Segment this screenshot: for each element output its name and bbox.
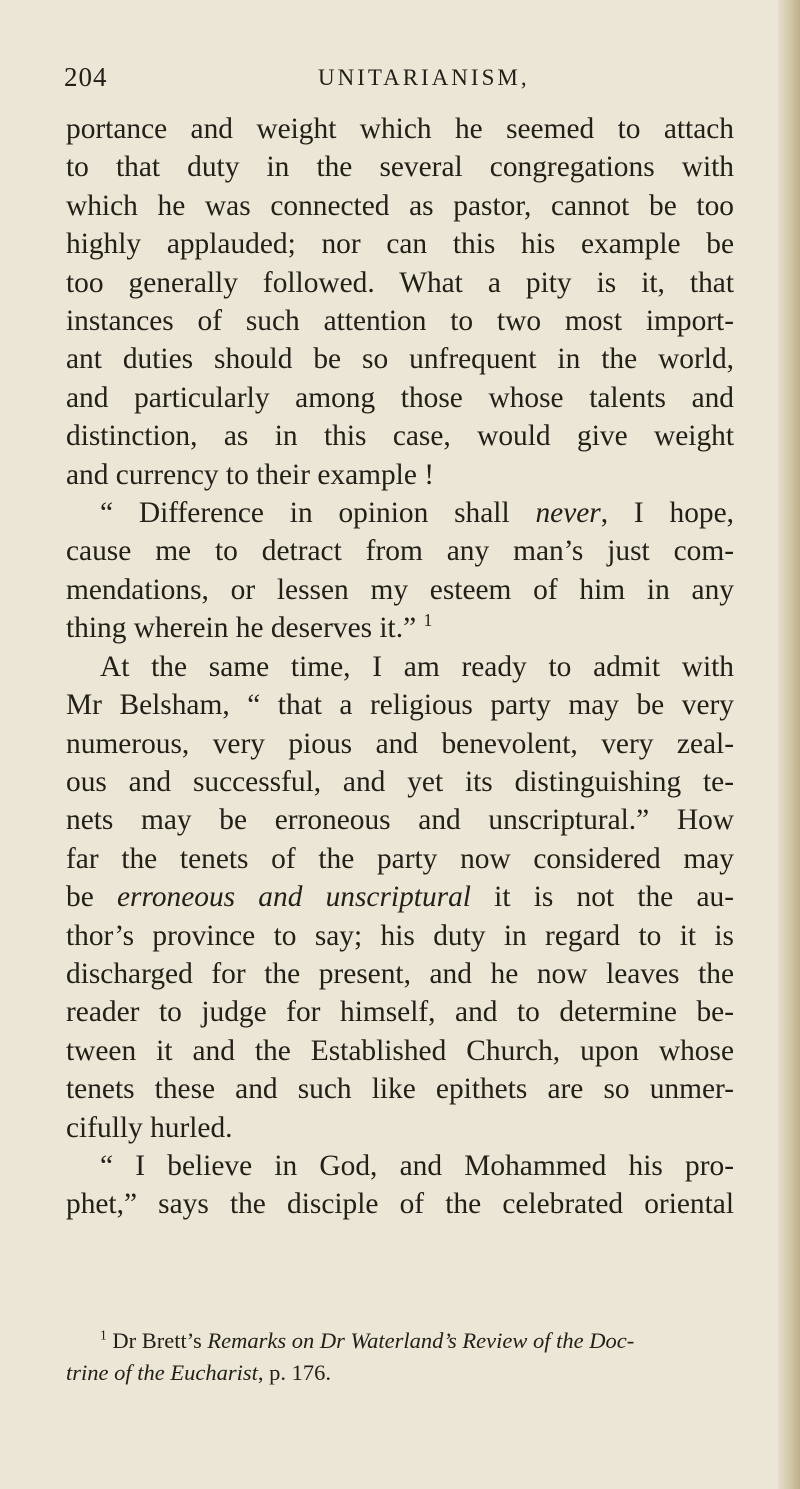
text-line: reader to judge for himself, and to determine be- — [66, 996, 734, 1029]
text-line: far the tenets of the party now considered may — [66, 842, 734, 875]
text-line: to that duty in the several congregations with — [66, 151, 734, 184]
italic-phrase: erroneous and unscriptural — [116, 881, 471, 914]
text-line: which he was connected as pastor, cannot be too — [66, 189, 734, 222]
text-fragment: , I hope, — [600, 497, 734, 530]
text-line: ant duties should be so unfrequent in the world, — [66, 343, 734, 376]
text-line — [66, 878, 734, 916]
footnote-marker: 1 — [100, 1327, 107, 1343]
footnote-text: Dr Brett’s — [112, 1328, 202, 1353]
footnote-reference: 1 — [423, 610, 433, 631]
text-line: thor’s province to say; his duty in regard to it is — [66, 919, 734, 952]
text-line: nets may be erroneous and unscriptural.” How — [66, 804, 734, 837]
body-text — [66, 110, 734, 1224]
text-line: distinction, as in this case, would give weight — [66, 420, 734, 453]
page-edge — [778, 0, 800, 1489]
text-line: and currency to their example ! — [66, 458, 435, 491]
text-line: cause me to detract from any man’s just com- — [66, 535, 734, 568]
text-fragment: it is not the au- — [494, 881, 734, 914]
text-line: discharged for the present, and he now leaves the — [66, 957, 734, 990]
italic-never: never — [535, 497, 601, 530]
footnote-line — [66, 1357, 734, 1389]
text-line: tween it and the Established Church, upon whose — [66, 1034, 734, 1067]
text-line: ous and successful, and yet its distinguishing te- — [66, 765, 734, 798]
text-fragment: be — [66, 881, 94, 914]
text-line: numerous, very pious and benevolent, very zeal- — [66, 727, 734, 760]
text-line — [66, 494, 734, 532]
page-header — [64, 62, 744, 102]
text-line: tenets these and such like epithets are so unmer- — [66, 1073, 734, 1106]
text-line: instances of such attention to two most import- — [66, 305, 734, 338]
text-fragment: “ Difference in opinion shall — [100, 497, 510, 530]
text-line: phet,” says the disciple of the celebrated oriental — [66, 1188, 734, 1221]
page-number: 204 — [64, 62, 108, 92]
footnote-title: Remarks on Dr Waterland’s Review of the Doc- — [207, 1328, 635, 1353]
text-line: mendations, or lessen my esteem of him in any — [66, 573, 734, 606]
text-line: Mr Belsham, “ that a religious party may be very — [66, 689, 734, 722]
footnote — [66, 1325, 734, 1389]
text-line: At the same time, I am ready to admit with — [100, 650, 734, 683]
text-line: portance and weight which he seemed to attach — [66, 113, 734, 145]
text-line: highly applauded; nor can this his example be — [66, 228, 734, 261]
footnote-text: , p. 176. — [257, 1360, 331, 1385]
text-line: too generally followed. What a pity is it, that — [66, 266, 734, 299]
text-line — [66, 609, 734, 647]
text-line: and particularly among those whose talents and — [66, 381, 734, 414]
running-head: UNITARIANISM, — [318, 65, 530, 90]
text-line: “ I believe in God, and Mohammed his pro- — [100, 1149, 734, 1182]
text-fragment: thing wherein he deserves it.” — [66, 612, 417, 645]
text-line: cifully hurled. — [66, 1111, 233, 1144]
footnote-line — [66, 1325, 734, 1357]
footnote-title: trine of the Eucharist — [66, 1360, 258, 1385]
